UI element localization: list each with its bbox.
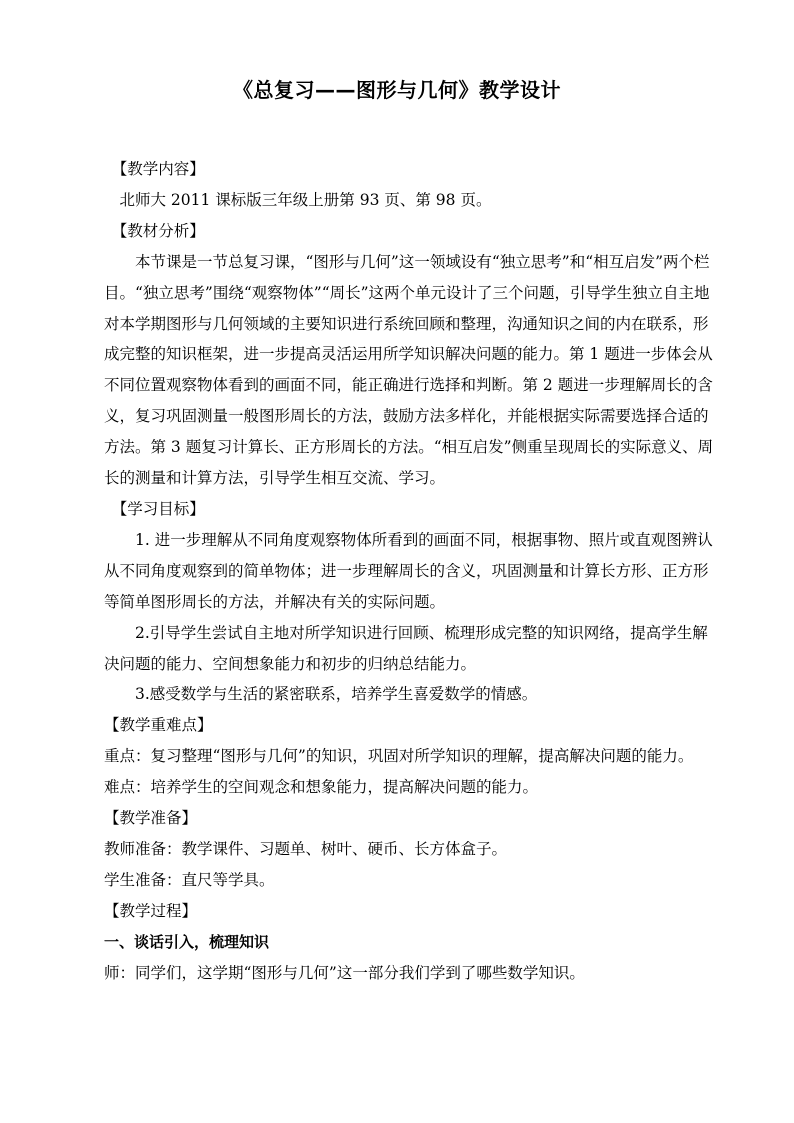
process-section-heading: 一、谈话引入，梳理知识 (104, 932, 270, 951)
teaching-content-text: 北师大 2011 课标版三年级上册第 93 页、第 98 页。 (119, 190, 492, 209)
teacher-dialogue-text: 师：同学们，这学期“图形与几何”这一部分我们学到了哪些数学知识。 (104, 963, 585, 982)
teacher-preparation-text: 教师准备：教学课件、习题单、树叶、硬币、长方体盒子。 (104, 839, 508, 858)
material-analysis-text: 本节课是一节总复习课，“图形与几何”这一领域设有“独立思考”和“相互启发”两个栏目。“独立思考”围绕“观察物体”“周长”这两个单元设计了三个问题，引导学生独立自主地对本学期图形与几何领域的主要知识进行系统回顾和整理，沟通知识之间的内在联系，形成完整的知识框架，进一步提高灵活运用所学知识解决问题的能力。第 1 题进一步体会从不同位置观察物体看到的画面不同，能正确进行选择和判断。第 2 题进一步理解周长的含义，复习巩固测量一般图形周长的方法，鼓励方法多样化，并能根据实际需要选择合适的方法。第 3 题复习计算长、正方形周长的方法。“相互启发”侧重呈现周长的实际意义、周长的测量和计算方法，引导学生相互交流、学习。 (104, 252, 714, 488)
heading-teaching-process: 【教学过程】 (104, 901, 198, 920)
heading-preparation: 【教学准备】 (104, 809, 198, 828)
document-title: 《总复习——图形与几何》教学设计 (233, 78, 561, 102)
objective-item-1: 1. 进一步理解从不同角度观察物体所看到的画面不同，根据事物、照片或直观图辨认从不同角度观察到的简单物体；进一步理解周长的含义，巩固测量和计算长方形、正方形等简单图形周长的方法，并解决有关的实际问题。 (104, 530, 713, 611)
student-preparation-text: 学生准备：直尺等学具。 (104, 870, 275, 889)
heading-teaching-content: 【教学内容】 (111, 160, 205, 178)
heading-key-points: 【教学重难点】 (104, 716, 213, 735)
document-body (104, 154, 716, 988)
heading-learning-objectives: 【学习目标】 (111, 499, 205, 518)
difficulty-text: 难点：培养学生的空间观念和想象能力，提高解决问题的能力。 (104, 778, 539, 797)
objective-item-3: 3.感受数学与生活的紧密联系，培养学生喜爱数学的情感。 (135, 685, 538, 704)
key-point-text: 重点：复习整理“图形与几何”的知识，巩固对所学知识的理解，提高解决问题的能力。 (104, 747, 694, 766)
objective-item-2: 2.引导学生尝试自主地对所学知识进行回顾、梳理形成完整的知识网络，提高学生解决问题的能力、空间想象能力和初步的归纳总结能力。 (104, 623, 708, 673)
heading-material-analysis: 【教材分析】 (111, 221, 205, 240)
